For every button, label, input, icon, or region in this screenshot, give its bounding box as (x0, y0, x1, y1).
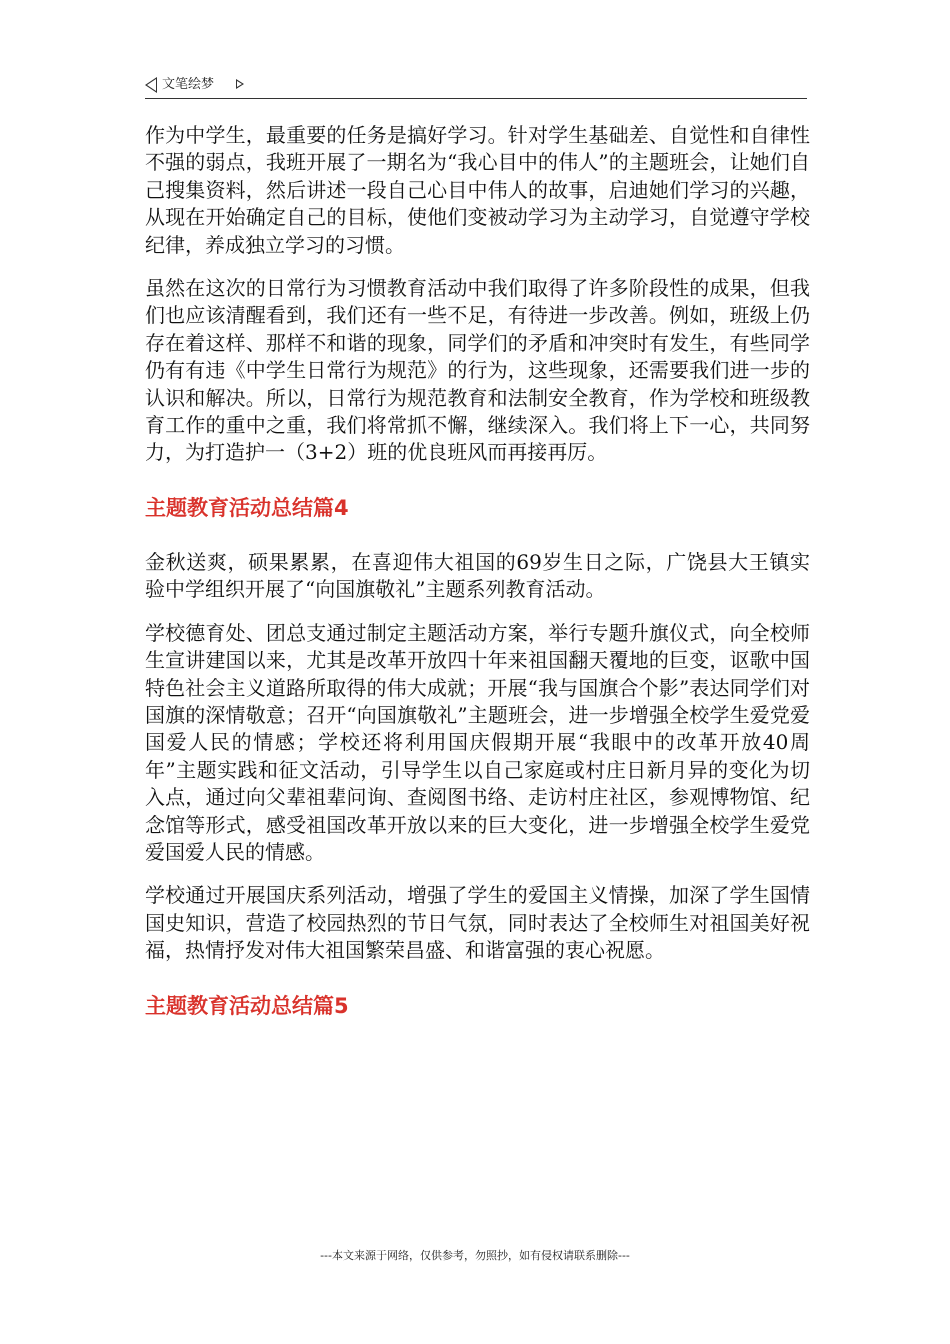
section-heading-4: 主题教育活动总结篇4 (145, 495, 349, 520)
triangle-left-icon (145, 77, 157, 93)
paragraph-activities: 学校德育处、团总支通过制定主题活动方案，举行专题升旗仪式，向全校师生宣讲建国以来，尤其是改革开放四十年来祖国翻天覆地的巨变，讴歌中国特色社会主义道路所取得的伟大成就；开展“我与国旗合个影”表达同学们对国旗的深情敬意；召开“向国旗敬礼”主题班会，进一步增强全校学生爱党爱国爱人民的情感；学校还将利用国庆假期开展“我眼中的改革开放40周年”主题实践和征文活动，引导学生以自己家庭或村庄日新月异的变化为切入点，通过向父辈祖辈问询、查阅图书络、走访村庄社区，参观博物馆、纪念馆等形式，感受祖国改革开放以来的巨大变化，进一步增强全校学生爱党爱国爱人民的情感。 (145, 620, 810, 864)
triangle-right-icon (236, 79, 244, 89)
paragraph-shortcomings: 虽然在这次的日常行为习惯教育活动中我们取得了许多阶段性的成果，但我们也应该清醒看到，我们还有一些不足，有待进一步改善。例如，班级上仍存在着这样、那样不和谐的现象，同学们的矛盾和冲突时有发生，有些同学仍有有违《中学生日常行为规范》的行为，这些现象，还需要我们进一步的认识和解决。所以，日常行为规范教育和法制安全教育，作为学校和班级教育工作的重中之重，我们将常抓不懈，继续深入。我们将上下一心，共同努力，为打造护一（3+2）班的优良班风而再接再厉。 (145, 276, 810, 465)
paragraph-study: 作为中学生，最重要的任务是搞好学习。针对学生基础差、自觉性和自律性不强的弱点，我班开展了一期名为“我心目中的伟人”的主题班会，让她们自己搜集资料，然后讲述一段自己心目中伟人的故事，启迪她们学习的兴趣，从现在开始确定自己的目标，使他们变被动学习为主动学习，自觉遵守学校纪律，养成独立学习的习惯。 (145, 123, 810, 257)
paragraph-autumn: 金秋送爽，硕果累累，在喜迎伟大祖国的69岁生日之际，广饶县大王镇实验中学组织开展了“向国旗敬礼”主题系列教育活动。 (145, 549, 810, 602)
brand-label: 文笔绘梦 (162, 77, 215, 92)
footer-note: ---本文来源于网络，仅供参考，勿照抄，如有侵权请联系删除--- (320, 1249, 630, 1262)
paragraph-results: 学校通过开展国庆系列活动，增强了学生的爱国主义情操，加深了学生国情国史知识，营造了校园热烈的节日气氛，同时表达了全校师生对祖国美好祝福，热情抒发对伟大祖国繁荣昌盛、和谐富强的衷心祝愿。 (145, 883, 810, 963)
page-header (145, 74, 807, 99)
document-body (145, 122, 810, 1047)
section-heading-5: 主题教育活动总结篇5 (145, 993, 349, 1018)
